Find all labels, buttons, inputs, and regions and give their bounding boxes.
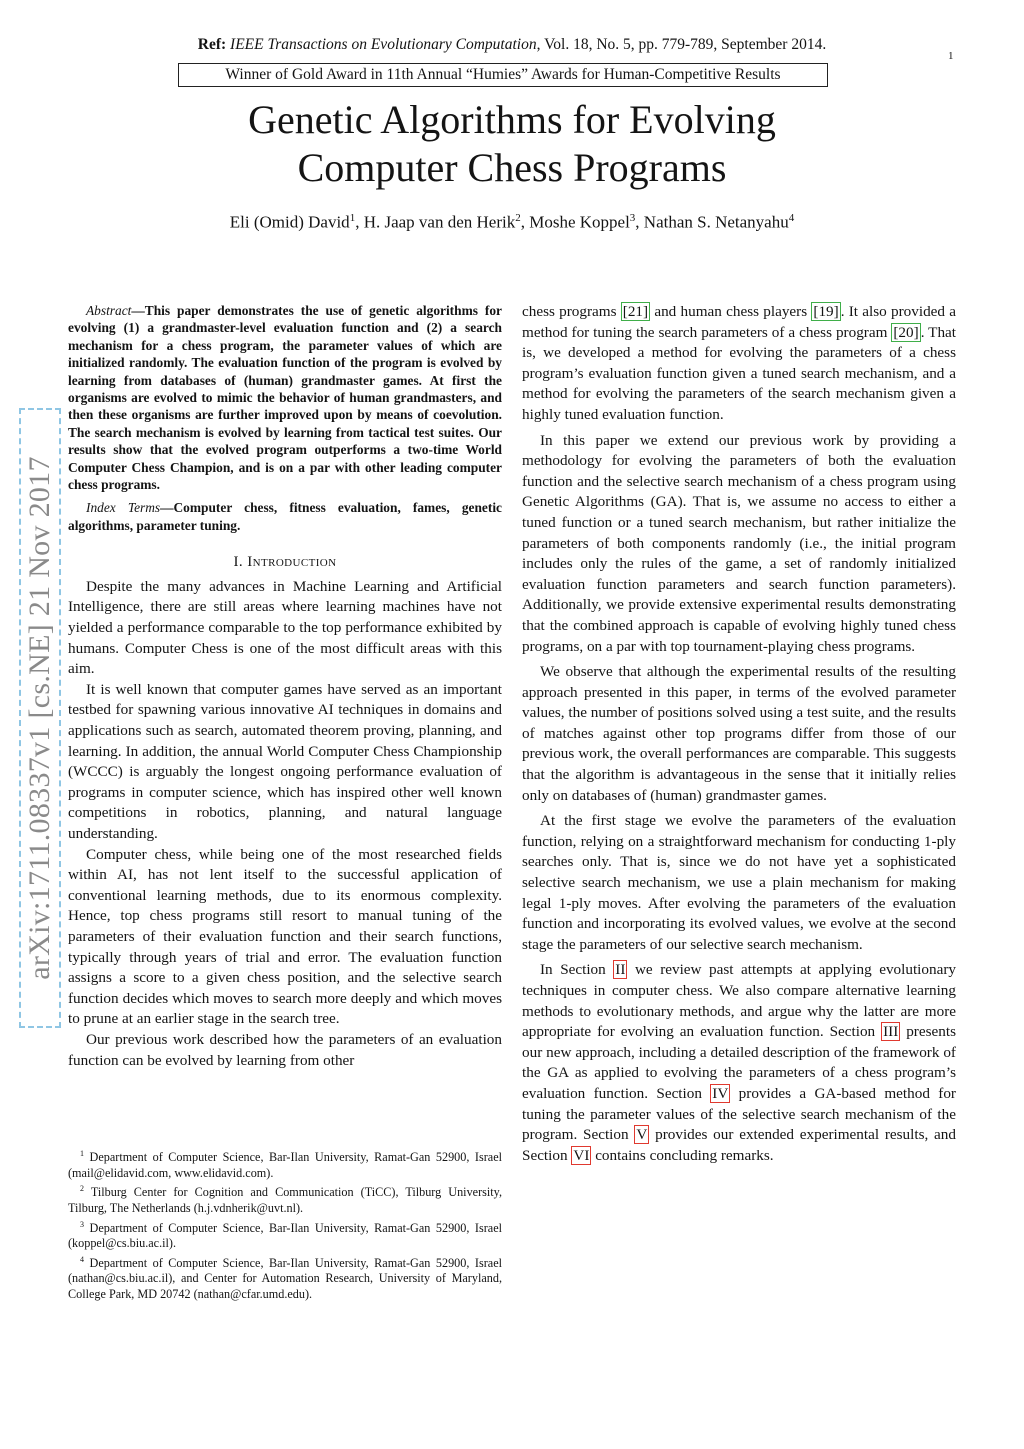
author-name: Moshe Koppel: [529, 212, 630, 232]
footnote: [68, 1181, 502, 1216]
author-mark: 2: [515, 212, 521, 224]
award-banner: Winner of Gold Award in 11th Annual “Humies” Awards for Human-Competitive Results: [178, 63, 828, 87]
text-run: provides a GA-based method for tuning the parameter values of the selective search mechanism of the program. Section: [522, 1084, 956, 1144]
author-mark: 3: [629, 212, 636, 224]
paragraph: At the first stage we evolve the parameters of the evaluation function, relying on a straightforward mechanism for conducting 1-ply searches only. That is, since we do not have yet a sophisticated selective search mechanism, we use a plain mechanism for making legal 1-ply moves. After evolving the parameters of the evaluation function and incorporating its evolved values, we evolve at the second stage the parameters of our selective search mechanism.: [522, 812, 956, 953]
section-link[interactable]: IV: [712, 1084, 729, 1102]
ref-label: Ref:: [197, 36, 227, 53]
section-numeral: I.: [233, 554, 248, 571]
paragraph: Despite the many advances in Machine Learning and Artificial Intelligence, there are still areas where learning machines have not yielded a performance comparable to the top performance exhibited by humans. Computer Chess is one of the most difficult areas with this aim.: [68, 577, 502, 678]
footnote-text: Tilburg Center for Cognition and Communication (TiCC), Tilburg University, Tilburg, The Netherlands (h.j.vdnherik@uvt.nl).: [68, 1185, 502, 1215]
footnote: [68, 1146, 502, 1181]
text-run: contains concluding remarks.: [591, 1146, 774, 1164]
footnote: [68, 1252, 502, 1303]
section-heading-introduction: [68, 552, 502, 573]
paragraph: [522, 960, 956, 1166]
paragraph: Our previous work described how the parameters of an evaluation function can be evolved by learning from other: [68, 1030, 502, 1069]
title-line-2: Computer Chess Programs: [297, 145, 727, 190]
author-name: Eli (Omid) David: [229, 212, 350, 232]
footnote-text: Department of Computer Science, Bar-Ilan University, Ramat-Gan 52900, Israel (nathan@cs.biu.ac.il), and Center for Automation Research, University of Maryland, College Park, MD 20742 (nathan@cfar.umd.edu).: [68, 1255, 502, 1301]
footnote-mark: 3: [80, 1219, 84, 1229]
ref-details: , Vol. 18, No. 5, pp. 779-789, September 2014.: [536, 36, 827, 53]
footnotes: [68, 1146, 502, 1303]
text-run: In Section: [540, 961, 614, 979]
abstract-label: Abstract: [86, 303, 132, 318]
abstract: [68, 302, 502, 493]
citation-link[interactable]: [19]: [813, 303, 839, 320]
text-run: . That is, we developed a method for evolving the parameters of a chess program’s evaluation function given a tuned search mechanism, and a method for evolving the parameters of the search mechanism given a highly tuned evaluation function.: [522, 323, 957, 423]
section-title: Introduction: [247, 554, 337, 571]
author-mark: 1: [349, 212, 356, 224]
paragraph: Computer chess, while being one of the most researched fields within AI, has not lent itself to the successful application of conventional learning methods, due to its enormous complexity. Hence, top chess programs still resort to manual tuning of the parameters of their evaluation function and their search functions, typically through years of trial and error. The evaluation function assigns a score to a given chess position, and the selective search function decides which moves to search more deeply and which moves to prune at an earlier stage in the search tree.: [68, 845, 502, 1028]
citation-link[interactable]: [21]: [622, 303, 649, 320]
section-link[interactable]: VI: [573, 1146, 590, 1164]
text-run: we review past attempts at applying evolutionary techniques in computer chess. We also compare alternative learning methods to evolutionary methods, and argue why the latter are more appropriate for evolving an evaluation function. Section: [522, 961, 956, 1041]
footnote-text: Department of Computer Science, Bar-Ilan University, Ramat-Gan 52900, Israel (mail@elidavid.com, www.elidavid.com).: [68, 1150, 502, 1180]
arxiv-id: arXiv:1711.08337v1 [cs.NE] 21 Nov 2017: [23, 456, 56, 980]
paper-title: [0, 96, 1024, 192]
abstract-text: —This paper demonstrates the use of genetic algorithms for evolving (1) a grandmaster-level evaluation function and (2) a search mechanism for a chess program, the parameter values of which are initialized randomly. The evaluation function of the program is evolved by learning from databases of (human) grandmaster games. At first the organisms are evolved to mimic the behavior of human grandmasters, and then these organisms are further improved upon by means of coevolution. The search mechanism is evolved by learning from tactical test suites. Our results show that the evolved program outperforms a two-time World Computer Chess Champion, and is on a par with other leading computer chess programs.: [68, 303, 502, 493]
author-name: Nathan S. Netanyahu: [643, 212, 789, 232]
text-run: . It also provided a method for tuning the search parameters of a chess program: [522, 303, 956, 341]
text-run: and human chess players: [650, 303, 812, 320]
footnote-mark: 2: [80, 1184, 84, 1194]
text-run: presents our new approach, including a detailed description of the framework of the GA as applied to evolving the parameters of a chess program’s evaluation function. Section: [522, 1023, 956, 1102]
paragraph: [522, 302, 956, 426]
journal-reference: [0, 36, 1024, 54]
ref-journal: IEEE Transactions on Evolutionary Computation: [230, 36, 537, 53]
paragraph: We observe that although the experimental results of the resulting approach presented in this paper, in terms of the evolved parameter values, the number of positions solved using a test suite, and the results of matches against other top programs differ from those of our previous work, the overall performances are comparable. This suggests that the algorithm is advantageous in the sense that it initially relies only on databases of (human) grandmaster games.: [522, 663, 956, 804]
text-run: chess programs: [522, 303, 621, 320]
left-column: [68, 302, 502, 1071]
right-column: [522, 302, 956, 1166]
author-name: H. Jaap van den Herik: [363, 212, 516, 232]
footnote-text: Department of Computer Science, Bar-Ilan University, Ramat-Gan 52900, Israel (koppel@cs.biu.ac.il).: [68, 1220, 502, 1251]
footnote-mark: 1: [80, 1149, 84, 1158]
arxiv-stamp[interactable]: [19, 408, 61, 1028]
citation-link[interactable]: [20]: [893, 323, 919, 341]
paragraph: In this paper we extend our previous work by providing a methodology for evolving the parameters of both the evaluation function and the selective search mechanism of a chess program using Genetic Algorithms (GA). That is, we assume no access to either a tuned function or a tuned search mechanism, but rather initialize the parameters of both components randomly (i.e., the initial program includes only the rules of the game, a set of randomly initialized evaluation function parameters and search function parameters). Additionally, we provide extensive experimental results demonstrating that the combined approach is capable of evolving highly tuned chess programs, on a par with top tournament-playing chess programs.: [522, 431, 956, 655]
section-link[interactable]: III: [883, 1023, 899, 1041]
author-list: Eli (Omid) David$^1$, H. Jaap van den Herik$^2$, Moshe Koppel$^3$, Nathan S. Netanyahu$^4$: [229, 212, 795, 232]
title-line-1: Genetic Algorithms for Evolving: [248, 97, 776, 142]
page-number: 1: [948, 50, 954, 62]
index-terms-text: —Computer chess, fitness evaluation, fames, genetic algorithms, parameter tuning.: [68, 500, 502, 533]
index-terms-label: Index Terms: [86, 500, 161, 516]
text-run: provides our extended experimental results, and Section: [522, 1126, 956, 1164]
footnote-mark: 4: [80, 1254, 84, 1264]
section-link[interactable]: V: [636, 1126, 648, 1144]
paragraph: It is well known that computer games have served as an important testbed for spawning various innovative AI techniques in domains and applications such as search, automated theorem proving, planning, and learning. In addition, the annual World Computer Chess Championship (WCCC) is arguably the longest ongoing performance evaluation of programs in computer science, which has inspired other well known competitions in robotics, planning, and natural language understanding.: [68, 680, 502, 842]
author-mark: 4: [788, 212, 795, 224]
footnote: [68, 1217, 502, 1252]
section-link[interactable]: II: [615, 961, 626, 979]
index-terms: [68, 499, 502, 534]
